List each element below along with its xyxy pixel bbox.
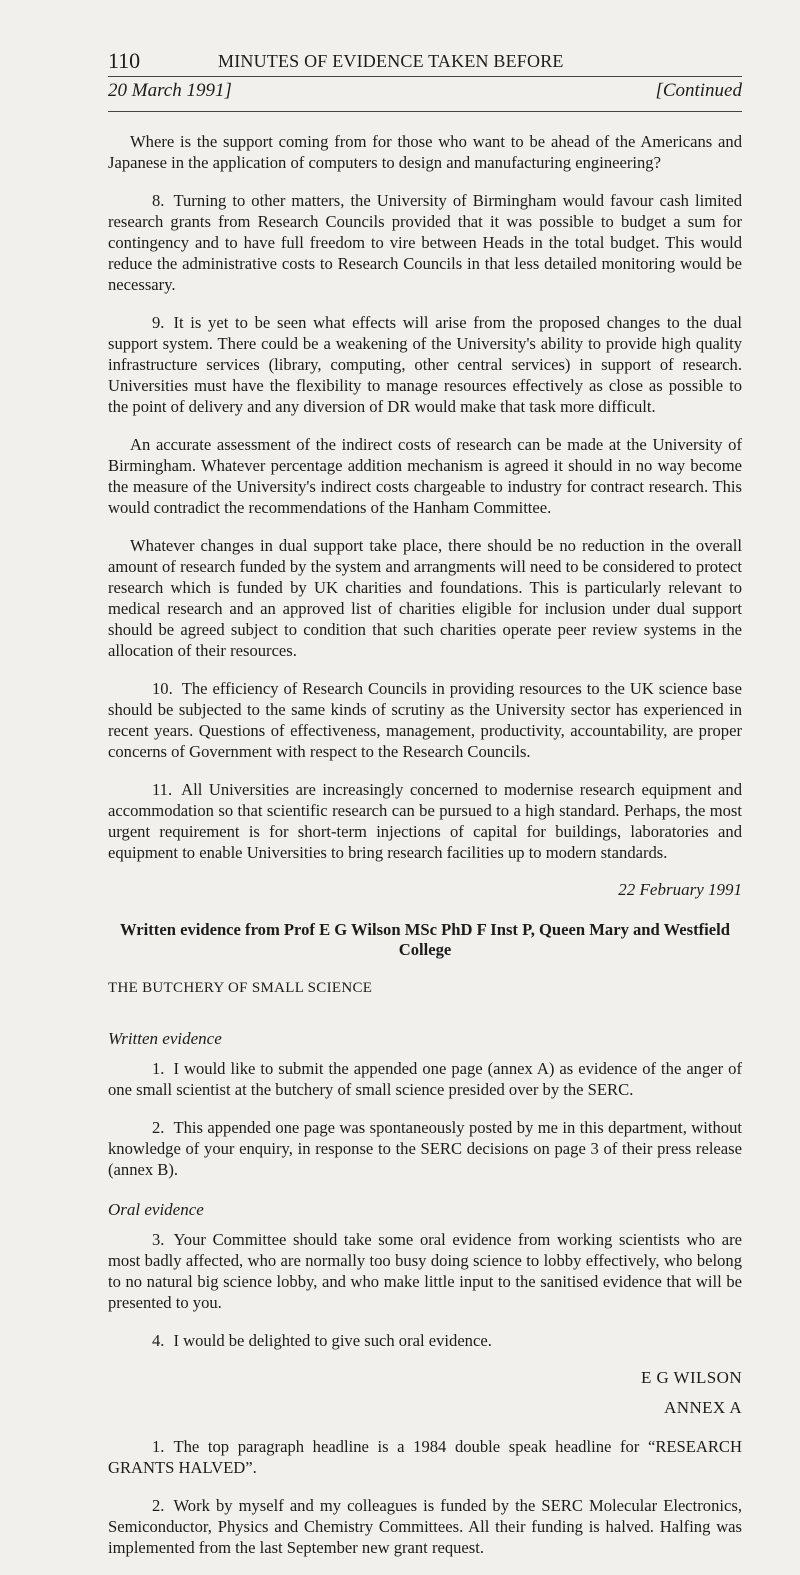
paragraph [108,678,742,762]
oral-evidence-heading: Oral evidence [108,1200,204,1219]
top-paragraphs [108,131,742,863]
paragraph [108,1436,742,1478]
paragraph [108,1495,742,1558]
paragraph [108,1117,742,1180]
annex-title: ANNEX A [664,1398,742,1417]
paragraph-number: 2. [152,1496,165,1515]
paragraph-number: 1. [152,1437,165,1456]
paragraph-text: Where is the support coming from for those who want to be ahead of the Americans and Japanese in the application of computers to design and manufacturing engineering? [108,132,742,172]
paragraph-text: It is yet to be seen what effects will arise from the proposed changes to the dual support system. There could be a weakening of the University's ability to provide high quality infrastructure services (library, computing, other central services) in support of research. Universities must have the flexibility to manage resources effectively as close as possible to the point of delivery and any diversion of DR would make that task more difficult. [108,313,742,416]
paragraph-text: Turning to other matters, the University of Birmingham would favour cash limited research grants from Research Councils provided that it was possible to budget a sum for contingency and to have full freedom to vire between Heads in the total budget. This would reduce the administrative costs to Research Councils in that less detailed monitoring would be necessary. [108,191,742,294]
section-title: THE BUTCHERY OF SMALL SCIENCE [108,980,373,996]
meeting-date: 20 March 1991] [108,80,232,101]
evidence-heading: Written evidence from Prof E G Wilson MSc PhD F Inst P, Queen Mary and Westfield College [120,920,730,959]
paragraph [108,535,742,661]
paragraph-text: I would be delighted to give such oral evidence. [173,1331,492,1350]
paragraph-number: 1. [152,1059,165,1078]
paragraph [108,1229,742,1313]
paragraph-number: 8. [152,191,165,210]
body-content [108,131,742,1575]
paragraph [108,1058,742,1100]
paragraph-text: Whatever changes in dual support take place, there should be no reduction in the overall amount of research funded by the system and arrangments will need to be considered to protect research which is funded by UK charities and foundations. This is particularly relevant to medical research and an approved list of charities eligible for inclusion under dual support should be agreed subject to condition that such charities operate peer review systems in the allocation of their resources. [108,536,742,660]
continued-label: [Continued [655,80,742,101]
paragraph-text: All Universities are increasingly concerned to modernise research equipment and accommodation so that scientific research can be pursued to a high standard. Perhaps, the most urgent requirement is for short-term injections of capital for buildings, laboratories and equipment to enable Universities to bring research facilities up to modern standards. [108,780,742,862]
running-title: MINUTES OF EVIDENCE TAKEN BEFORE [218,51,564,71]
paragraph-number: 10. [152,679,173,698]
written-evidence-heading: Written evidence [108,1029,222,1048]
paragraph-number: 2. [152,1118,165,1137]
paragraph-text: I would like to submit the appended one page (annex A) as evidence of the anger of one small scientist at the butchery of small science presided over by the SERC. [108,1059,742,1099]
paragraph-number: 4. [152,1331,165,1350]
paragraph [108,131,742,173]
page-header [108,48,742,78]
paragraph [108,779,742,863]
page-number: 110 [108,48,141,73]
header-rule-bottom [108,111,742,112]
paragraph [108,190,742,295]
paragraph-text: An accurate assessment of the indirect costs of research can be made at the University of Birmingham. Whatever percentage addition mechanism is agreed it should in no way become the measure of the University's indirect costs chargeable to industry for contract research. This would contradict the recommendations of the Hanham Committee. [108,435,742,517]
paragraph-text: Your Committee should take some oral evidence from working scientists who are most badly affected, who are normally too busy doing science to lobby effectively, who belong to no natural big science lobby, and who make little input to the sanitised evidence that will be presented to you. [108,1230,742,1312]
paragraph [108,1330,742,1351]
paragraph-number: 3. [152,1230,165,1249]
submission-date: 22 February 1991 [618,880,742,899]
paragraph-number: 11. [152,780,173,799]
header-rule-top [108,76,742,77]
paragraph-number: 9. [152,313,165,332]
paragraph-text: Work by myself and my colleagues is funded by the SERC Molecular Electronics, Semiconductor, Physics and Chemistry Committees. All their funding is halved. Halfing was implemented from the last September new grant request. [108,1496,742,1557]
paragraph-text: The top paragraph headline is a 1984 double speak headline for “RESEARCH GRANTS HALVED”. [108,1437,742,1477]
paragraph [108,434,742,518]
paragraph-text: The efficiency of Research Councils in providing resources to the UK science base should be subjected to the same kinds of scrutiny as the University sector has experienced in recent years. Questions of effectiveness, management, productivity, accountability, are proper concerns of Government with respect to the Research Councils. [108,679,742,761]
paragraph [108,312,742,417]
signature: E G WILSON [641,1368,742,1387]
paragraph-text: This appended one page was spontaneously posted by me in this department, without knowledge of your enquiry, in response to the SERC decisions on page 3 of their press release (annex B). [108,1118,742,1179]
